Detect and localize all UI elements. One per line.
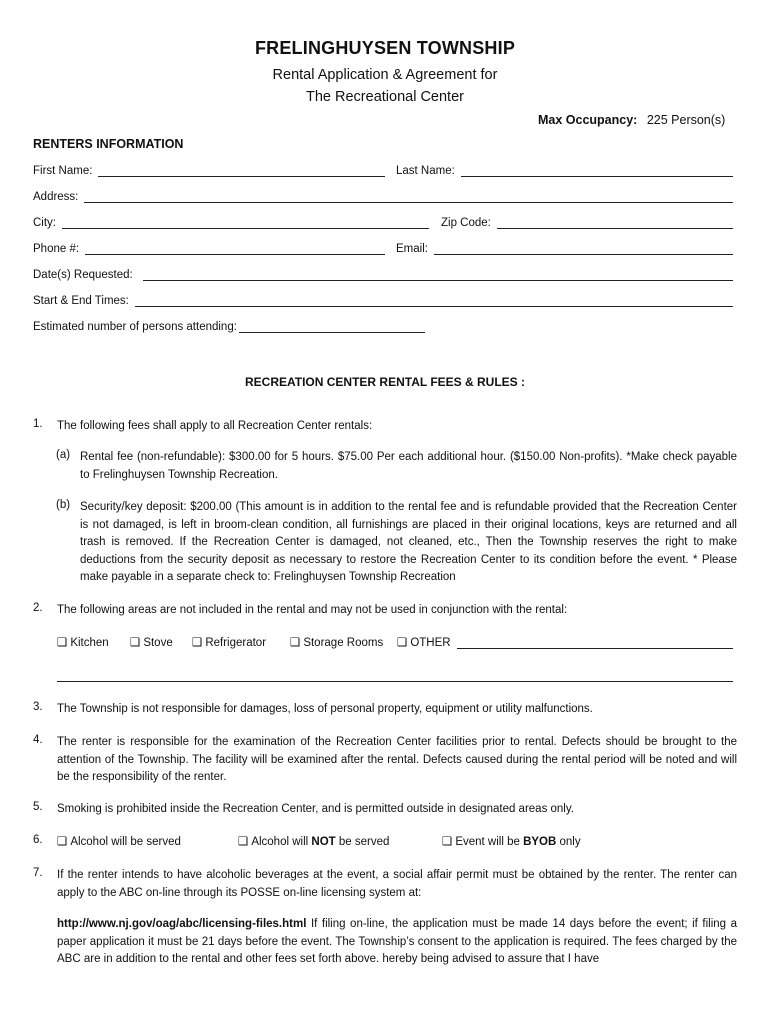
email-field[interactable] <box>396 242 733 255</box>
area-option-stove[interactable] <box>130 635 173 649</box>
area-other-line[interactable] <box>457 636 733 649</box>
rule-1b-text: Security/key deposit: $200.00 (This amount is in addition to the rental fee and is refundable provided that the Recreation Center is not damaged, is left in broom-clean condition, all furnishings are placed in their original locations, keys are returned and all trash is removed. If the Recreation Center is damaged, not cleaned, etc., Then the Township reserves the right to make deductions from the security deposit as necessary to restore the Recreation Center to its condition before the event. * Please make payable in a separate check to: Frelinghuysen Township Recreation <box>80 501 737 583</box>
area-other-label: OTHER <box>410 637 451 649</box>
phone-field[interactable] <box>33 242 385 255</box>
zip-code-label: Zip Code: <box>441 217 491 229</box>
address-line[interactable] <box>84 190 733 203</box>
byob-label-post: only <box>556 836 581 848</box>
area-option-storage-rooms[interactable] <box>290 635 383 649</box>
area-option-kitchen[interactable] <box>57 635 109 649</box>
rules-heading: RECREATION CENTER RENTAL FEES & RULES : <box>244 375 525 389</box>
area-stove-label: Stove <box>143 637 173 649</box>
zip-code-line[interactable] <box>497 216 733 229</box>
address-field[interactable] <box>33 190 733 203</box>
last-name-line[interactable] <box>461 164 733 177</box>
max-occupancy-label: Max Occupancy: <box>538 113 638 127</box>
city-line[interactable] <box>62 216 429 229</box>
rule-7-text: If the renter intends to have alcoholic beverages at the event, a social affair permit must be obtained by the renter. The renter can apply to the ABC on-line through its POSSE on-line licensing system at: <box>57 869 737 899</box>
alcohol-served-label: Alcohol will be served <box>70 836 181 848</box>
rule-5-number: 5. <box>33 801 43 813</box>
document-subtitle-line1: Rental Application & Agreement for <box>272 67 498 83</box>
area-kitchen-label: Kitchen <box>70 637 109 649</box>
rule-7-continuation <box>57 916 737 969</box>
checkbox-icon[interactable]: ❑ <box>130 637 141 649</box>
checkbox-icon[interactable]: ❑ <box>238 836 249 848</box>
abc-licensing-link[interactable]: http://www.nj.gov/oag/abc/licensing-files.html <box>57 918 307 930</box>
area-storage-rooms-label: Storage Rooms <box>303 637 384 649</box>
rule-7-continuation-text: If filing on-line, the application must be made 14 days before the event; if filing a paper application it must be 21 days before the event. The Township’s consent to the application is required. The fees charged by the ABC are in addition to the rental and other fees set forth above. hereby being advised to assure that I have <box>57 918 737 965</box>
dates-requested-field[interactable] <box>33 268 733 281</box>
dates-requested-label: Date(s) Requested: <box>33 269 133 281</box>
rule-4-text: The renter is responsible for the examination of the Recreation Center facilities prior to rental. Defects should be brought to the attention of the Township. The facility will be examined after the rental. Defects caused during the rental period will be noted and will be the responsibility of the renter. <box>57 736 737 783</box>
byob-option[interactable] <box>442 834 581 848</box>
rule-1-text: The following fees shall apply to all Recreation Center rentals: <box>57 420 373 432</box>
alcohol-not-label-post: be served <box>335 836 390 848</box>
checkbox-icon[interactable]: ❑ <box>442 836 453 848</box>
alcohol-not-label-bold: NOT <box>311 836 336 848</box>
checkbox-icon[interactable]: ❑ <box>397 637 408 649</box>
phone-label: Phone #: <box>33 243 80 255</box>
checkbox-icon[interactable]: ❑ <box>290 637 301 649</box>
email-line[interactable] <box>434 242 733 255</box>
start-end-times-line[interactable] <box>135 294 733 307</box>
last-name-field[interactable] <box>396 164 733 177</box>
max-occupancy-value: 225 Person(s) <box>646 113 726 127</box>
rule-1a-text: Rental fee (non-refundable): $300.00 for 5 hours. $75.00 Per each additional hour. ($150.00 Non-profits). *Make check payable to Frelinghuysen Township Recreation. <box>80 451 737 481</box>
address-label: Address: <box>33 191 79 203</box>
start-end-times-field[interactable] <box>33 294 733 307</box>
persons-attending-line[interactable] <box>239 320 425 333</box>
checkbox-icon[interactable]: ❑ <box>57 836 68 848</box>
area-option-refrigerator[interactable] <box>192 635 266 649</box>
rule-3-number: 3. <box>33 701 43 713</box>
rule-2-number: 2. <box>33 602 43 614</box>
renters-info-heading: RENTERS INFORMATION <box>33 137 184 151</box>
alcohol-served-option[interactable] <box>57 834 181 848</box>
rule-6-number: 6. <box>33 834 43 846</box>
dates-requested-line[interactable] <box>143 268 733 281</box>
alcohol-not-label-pre: Alcohol will <box>251 836 312 848</box>
rule-2-text: The following areas are not included in the rental and may not be used in conjunction with the rental: <box>57 604 568 616</box>
start-end-times-label: Start & End Times: <box>33 295 129 307</box>
checkbox-icon[interactable]: ❑ <box>192 637 203 649</box>
rule-1a-label: (a) <box>56 449 71 461</box>
rule-3-text: The Township is not responsible for damages, loss of personal property, equipment or utility malfunctions. <box>57 703 593 715</box>
rule-1-number: 1. <box>33 418 43 430</box>
rule-5-text: Smoking is prohibited inside the Recreation Center, and is permitted outside in designated areas only. <box>57 803 574 815</box>
area-other-continuation-line[interactable] <box>57 669 733 682</box>
rule-1b-label: (b) <box>56 499 71 511</box>
max-occupancy <box>538 113 725 127</box>
first-name-label: First Name: <box>33 165 93 177</box>
checkbox-icon[interactable]: ❑ <box>57 637 68 649</box>
alcohol-not-served-option[interactable] <box>238 834 389 848</box>
byob-label-bold: BYOB <box>523 836 557 848</box>
document-title: FRELINGHUYSEN TOWNSHIP <box>254 38 516 58</box>
zip-code-field[interactable] <box>441 216 733 229</box>
area-refrigerator-label: Refrigerator <box>205 637 267 649</box>
document-subtitle-line2: The Recreational Center <box>306 89 464 105</box>
phone-line[interactable] <box>85 242 385 255</box>
email-label: Email: <box>396 243 428 255</box>
persons-attending-field[interactable] <box>33 320 425 333</box>
first-name-field[interactable] <box>33 164 385 177</box>
first-name-line[interactable] <box>98 164 385 177</box>
city-field[interactable] <box>33 216 429 229</box>
last-name-label: Last Name: <box>396 165 455 177</box>
area-option-other[interactable] <box>397 635 733 649</box>
rule-7-number: 7. <box>33 867 43 879</box>
rule-4-number: 4. <box>33 734 43 746</box>
city-label: City: <box>33 217 56 229</box>
byob-label-pre: Event will be <box>455 836 524 848</box>
persons-attending-label: Estimated number of persons attending: <box>33 321 237 333</box>
